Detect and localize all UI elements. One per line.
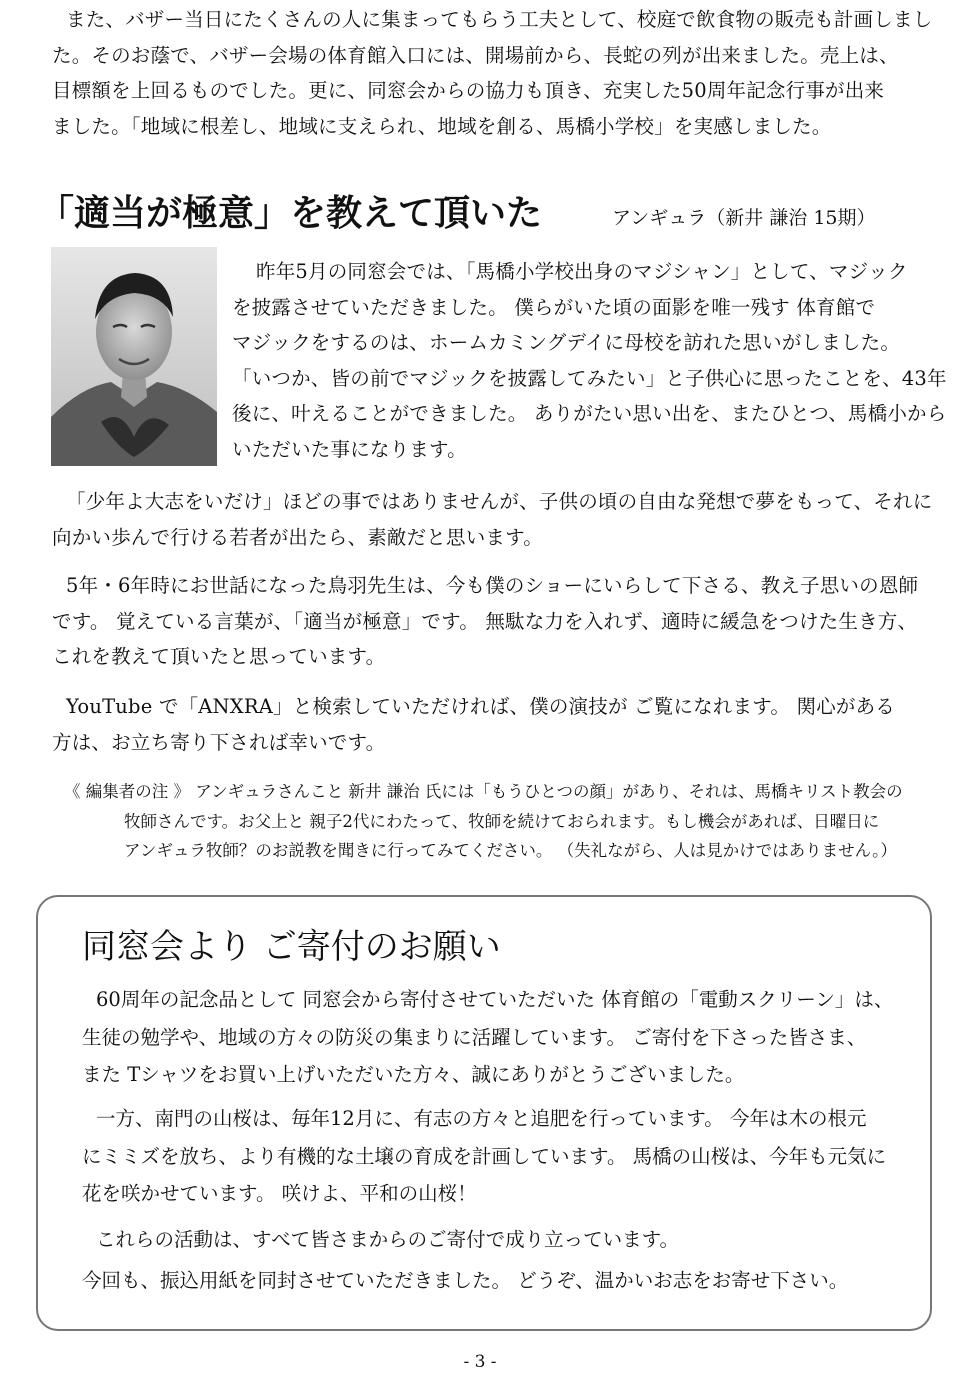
intro-line: た。そのお蔭で、バザー会場の体育館入口には、開場前から、長蛇の列が出来ました。売上は、 — [52, 43, 899, 67]
article-line: 「少年よ大志をいだけ」ほどの事ではありませんが、子供の頃の自由な発想で夢をもって、それに — [66, 490, 933, 513]
editor-note-line: アンギュラ牧師？のお説教を聞きに行ってみてください。 （失礼ながら、人は見かけではありません。） — [124, 841, 897, 860]
article-line: です。 覚えている言葉が、「適当が極意」です。 無駄な力を入れず、適時に緩急をつけた生き方、 — [52, 609, 918, 633]
intro-line: 目標額を上回るものでした。更に、同窓会からの協力も頂き、充実した50周年記念行事が出来 — [52, 79, 885, 102]
article-line: いただいた事になります。 — [232, 437, 467, 461]
donation-paragraph — [82, 1262, 848, 1300]
author-photo — [51, 247, 217, 466]
article-line: マジックをするのは、ホームカミングデイに母校を訪れた思いがしました。 — [232, 331, 901, 354]
article-line: 昨年5月の同窓会では、「馬橋小学校出身のマジシャン」として、マジック — [256, 260, 908, 283]
article-line: 5年・6年時にお世話になった鳥羽先生は、今も僕のショーにいらして下さる、教え子思いの恩師 — [66, 574, 919, 597]
donation-paragraph — [82, 1100, 886, 1213]
page-number: - 3 - — [463, 1352, 497, 1372]
intro-line: また、バザー当日にたくさんの人に集まってもらう工夫として、校庭で飲食物の販売も計画しまし — [66, 8, 933, 31]
article-title: 「適当が極意」を教えて頂いた — [38, 192, 543, 234]
donation-line: 60周年の記念品として 同窓会から寄付させていただいた 体育館の「電動スクリーン」は、 — [96, 988, 894, 1011]
article-paragraph — [52, 484, 932, 555]
donation-line: また Tシャツをお買い上げいただいた方々、誠にありがとうございました。 — [82, 1063, 745, 1086]
article-intro — [232, 254, 947, 467]
donation-line: 花を咲かせています。 咲けよ、平和の山桜！ — [82, 1182, 477, 1205]
article-byline: アンギュラ（新井 謙治 15期） — [612, 207, 876, 229]
article-paragraph — [52, 689, 895, 760]
donation-title: 同窓会より ご寄付のお願い — [82, 927, 501, 967]
donation-paragraph — [82, 1221, 679, 1259]
intro-line: ました。「地域に根差し、地域に支えられ、地域を創る、馬橋小学校」を実感しました。 — [52, 114, 832, 138]
article-line: 「いつか、皆の前でマジックを披露してみたい」と子供心に思ったことを、43年 — [232, 366, 947, 390]
article-line: これを教えて頂いたと思っています。 — [52, 645, 386, 668]
article-line: 向かい歩んで行ける若者が出たら、素敵だと思います。 — [52, 525, 543, 549]
article-line: YouTube で「ANXRA」と検索していただければ、僕の演技が ご覧になれます。 関心がある — [66, 695, 895, 718]
donation-line: 生徒の勉学や、地域の方々の防災の集まりに活躍しています。 ご寄付を下さった皆さま、 — [82, 1025, 867, 1049]
article-line: 後に、叶えることができました。 ありがたい思い出を、またひとつ、馬橋小から — [232, 402, 947, 425]
donation-line: 今回も、振込用紙を同封させていただきました。 どうぞ、温かいお志をお寄せ下さい。 — [82, 1269, 849, 1292]
donation-line: にミミズを放ち、より有機的な土壌の育成を計画しています。 馬橋の山桜は、今年も元気に — [82, 1144, 887, 1168]
editor-note-line: 《 編集者の注 》 アンギュラさんこと 新井 謙治 氏には「もうひとつの顔」があり、それは、馬橋キリスト教会の — [64, 782, 903, 801]
editor-note — [64, 777, 903, 866]
intro-paragraph — [52, 2, 932, 144]
donation-line: 一方、南門の山桜は、毎年12月に、有志の方々と追肥を行っています。 今年は木の根元 — [96, 1107, 867, 1130]
donation-paragraph — [82, 981, 893, 1094]
article-paragraph — [52, 568, 918, 675]
article-line: 方は、お立ち寄り下されば幸いです。 — [52, 730, 386, 754]
article-line: を披露させていただきました。 僕らがいた頃の面影を唯一残す 体育館で — [232, 295, 876, 319]
donation-line: これらの活動は、すべて皆さまからのご寄付で成り立っています。 — [96, 1228, 680, 1251]
editor-note-line: 牧師さんです。お父上と 親子2代にわたって、牧師を続けておられます。もし機会があれば、日曜日に — [124, 811, 880, 831]
